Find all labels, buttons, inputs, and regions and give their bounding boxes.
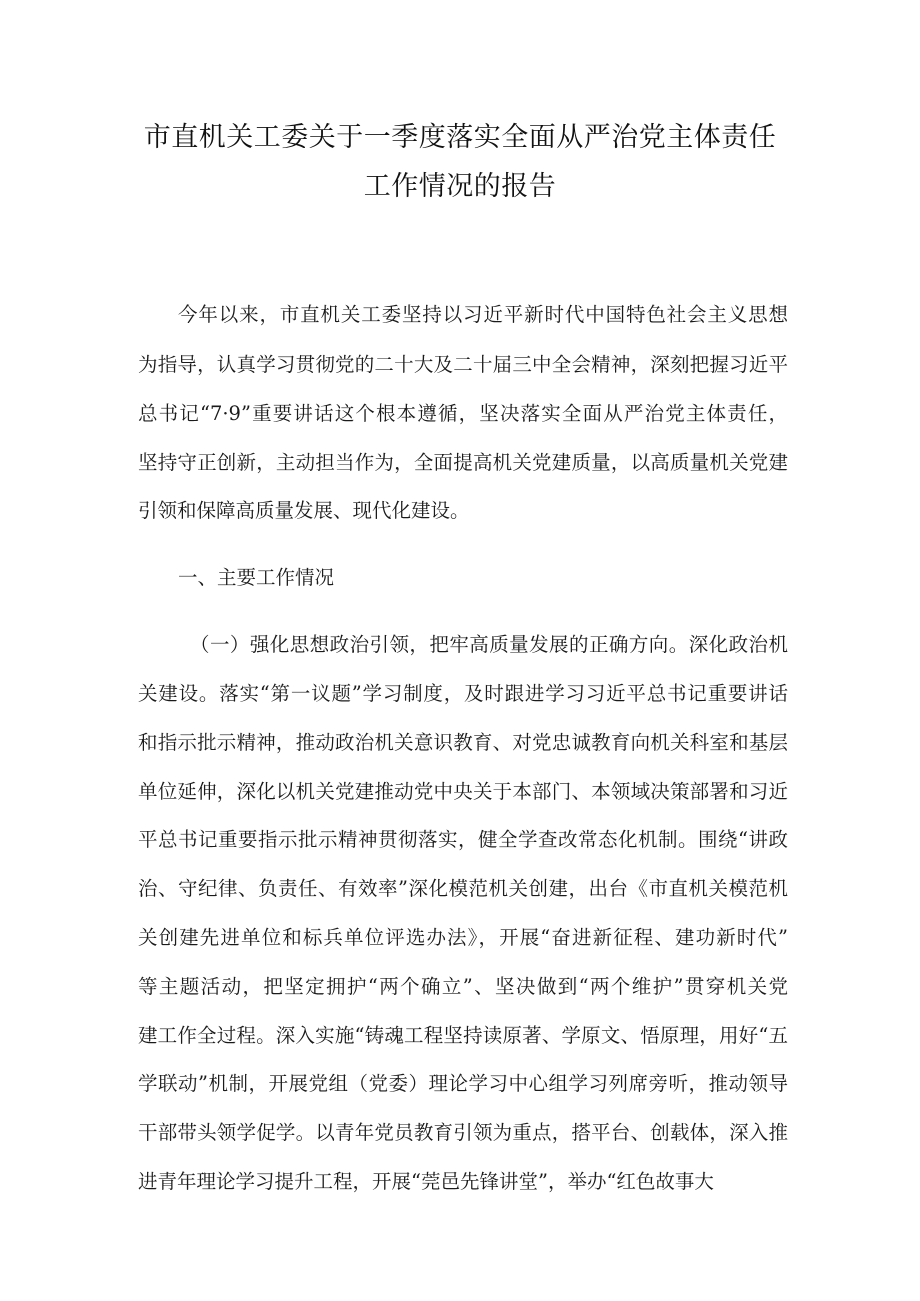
subsection-paragraph-line: 治、守纪律、负责任、有效率”深化模范机关创建，出台《市直机关模范机	[138, 877, 788, 900]
subsection-paragraph-line: 关建设。落实“第一议题”学习制度，及时跟进学习习近平总书记重要讲话	[138, 682, 788, 705]
document-title-line-2: 工作情况的报告	[363, 171, 557, 202]
subsection-paragraph-line: 干部带头领学促学。以青年党员教育引领为重点，搭平台、创载体，深入推	[138, 1121, 788, 1144]
intro-paragraph-line: 坚持守正创新，主动担当作为，全面提高机关党建质量，以高质量机关党建	[138, 451, 788, 474]
subsection-paragraph-line: 单位延伸，深化以机关党建推动党中央关于本部门、本领域决策部署和习近	[138, 780, 788, 803]
subsection-paragraph-line: 和指示批示精神，推动政治机关意识教育、对党忠诚教育向机关科室和基层	[138, 731, 788, 754]
subsection-paragraph-line: 关创建先进单位和标兵单位评选办法》，开展“奋进新征程、建功新时代”	[138, 926, 788, 949]
intro-paragraph-line: 总书记“7·9”重要讲话这个根本遵循，坚决落实全面从严治党主体责任，	[138, 402, 788, 425]
section-heading: 一、主要工作情况	[178, 566, 335, 589]
subsection-paragraph-line: 进青年理论学习提升工程，开展“莞邑先锋讲堂”，举办“红色故事大	[138, 1170, 714, 1193]
subsection-paragraph-line: （一）强化思想政治引领，把牢高质量发展的正确方向。深化政治机	[190, 633, 788, 656]
intro-paragraph-line: 为指导，认真学习贯彻党的二十大及二十届三中全会精神，深刻把握习近平	[138, 353, 788, 376]
subsection-paragraph-line: 平总书记重要指示批示精神贯彻落实，健全学查改常态化机制。围绕“讲政	[138, 828, 788, 851]
intro-paragraph-line: 今年以来，市直机关工委坚持以习近平新时代中国特色社会主义思想	[178, 303, 788, 326]
subsection-paragraph-line: 建工作全过程。深入实施“铸魂工程坚持读原著、学原文、悟原理，用好“五	[138, 1024, 788, 1047]
intro-paragraph-line: 引领和保障高质量发展、现代化建设。	[138, 499, 470, 522]
document-title-line-1: 市直机关工委关于一季度落实全面从严治党主体责任	[143, 122, 777, 153]
subsection-paragraph-line: 等主题活动，把坚定拥护“两个确立”、坚决做到“两个维护”贯穿机关党	[138, 975, 788, 998]
subsection-paragraph-line: 学联动”机制，开展党组（党委）理论学习中心组学习列席旁听，推动领导	[138, 1072, 788, 1095]
